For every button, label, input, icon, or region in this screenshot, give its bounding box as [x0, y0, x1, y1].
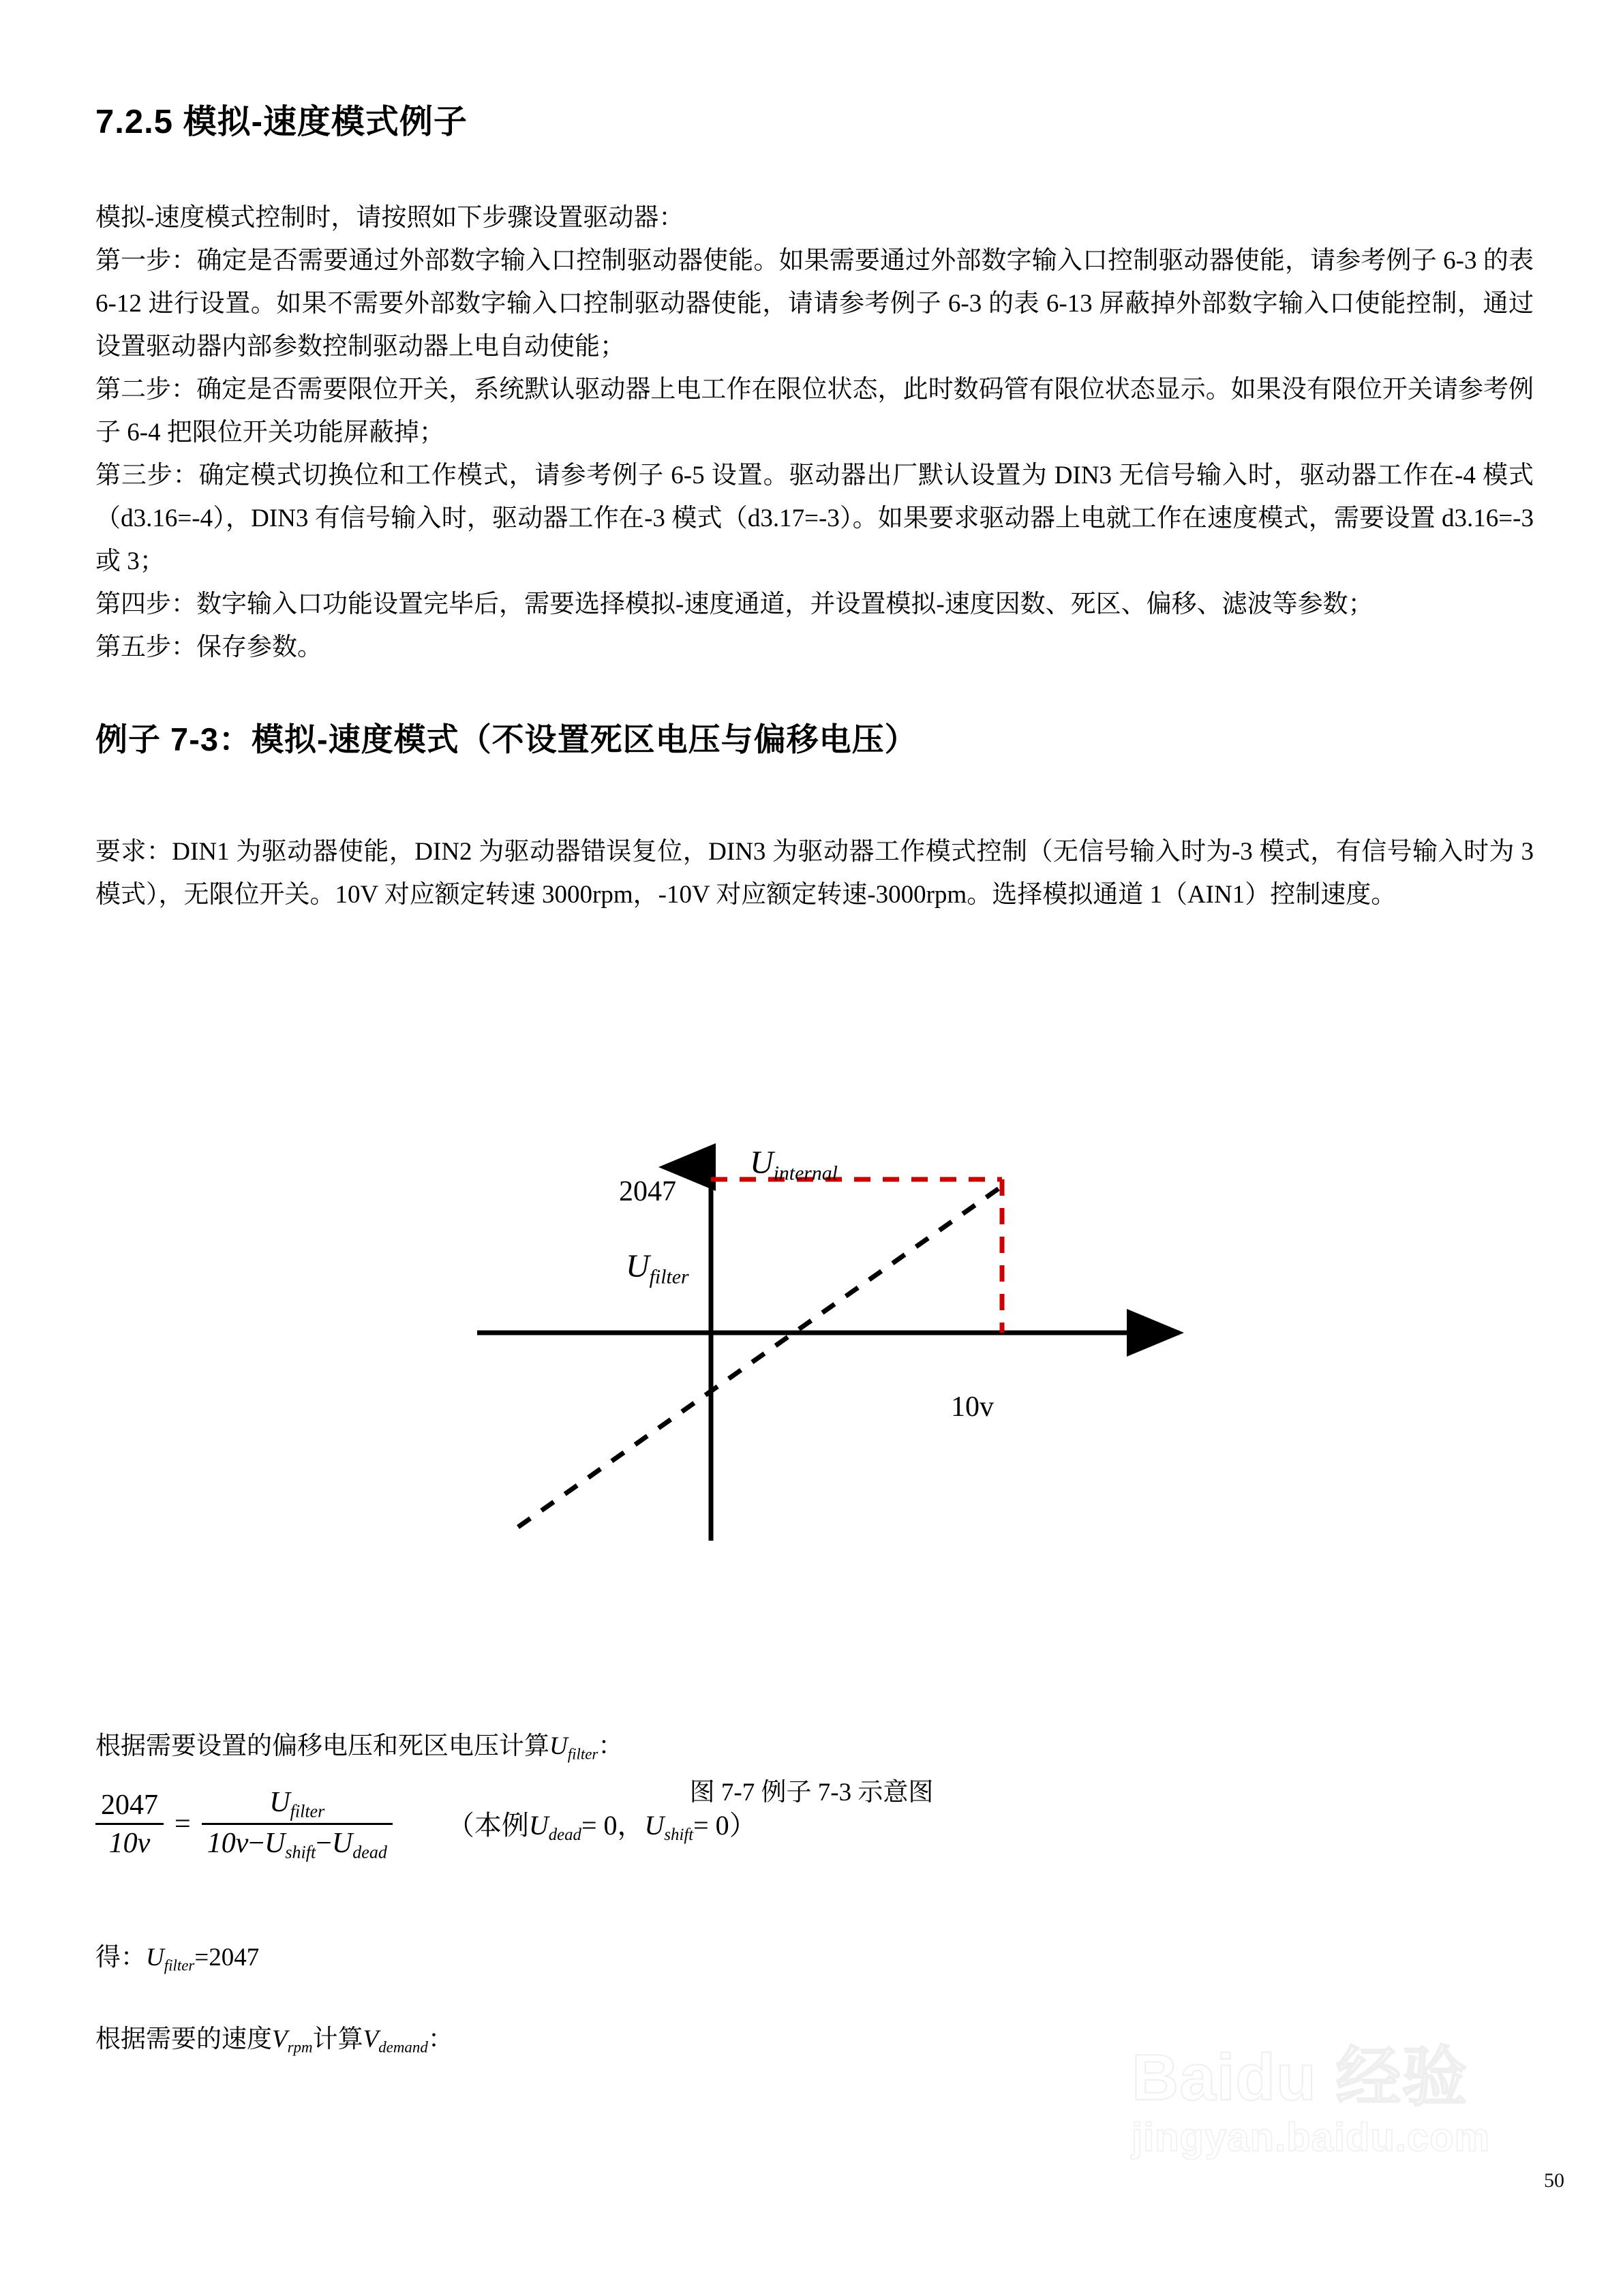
intro-paragraph: 模拟-速度模式控制时，请按照如下步骤设置驱动器：: [95, 204, 684, 232]
formula-rhs-den-var2-base: U: [331, 1828, 353, 1860]
u-filter-label-base: U: [626, 1248, 650, 1284]
formula-note-eq1: = 0: [581, 1810, 618, 1841]
example-heading: 例子 7-3：模拟-速度模式（不设置死区电压与偏移电压）: [95, 721, 917, 757]
formula-lhs-numerator: 2047: [95, 1789, 164, 1825]
formula-lhs-denominator: 10v: [108, 1828, 151, 1860]
calc-result-prefix: 得：: [95, 1944, 146, 1972]
formula-rhs-num-base: U: [269, 1787, 290, 1818]
formula-rhs-den-var1-sub: shift: [285, 1842, 316, 1862]
calc-result-var-base: U: [146, 1944, 164, 1972]
formula-rhs-fraction: [202, 1786, 393, 1863]
calc-next-mid: 计算: [312, 2025, 363, 2053]
formula-rhs-den-part1: 10v: [207, 1828, 249, 1860]
formula-rhs-num-sub: filter: [290, 1801, 325, 1822]
u-filter-label: [626, 1248, 689, 1289]
baidu-watermark: [1132, 2041, 1568, 2250]
formula-equation: [95, 1786, 757, 1863]
formula-note-comma: ，: [617, 1810, 645, 1841]
calc-next-var2-sub: demand: [378, 2038, 428, 2056]
formula-rhs-den-var2-sub: dead: [352, 1842, 387, 1862]
y-axis-label: [750, 1144, 838, 1185]
calc-lead-in-prefix: 根据需要设置的偏移电压和死区电压计算: [95, 1732, 549, 1760]
formula-rhs-den-minus2: −: [316, 1828, 332, 1860]
step-paragraph-5: 第五步：保存参数。: [95, 633, 322, 661]
page-number: 50: [1544, 2169, 1564, 2192]
formula-note: [447, 1804, 757, 1845]
calc-next-prefix: 根据需要的速度: [95, 2025, 272, 2053]
formula-note-open: （本例: [446, 1810, 529, 1841]
section-body: [95, 196, 1534, 669]
formula-note-var2-sub: shift: [664, 1826, 694, 1845]
calc-next-lead-in: [95, 2018, 453, 2056]
calc-next-var1-sub: rpm: [287, 2038, 313, 2056]
formula-block: [95, 1786, 757, 1863]
calc-next-var1-base: V: [272, 2025, 288, 2053]
formula-rhs-denominator: [202, 1825, 393, 1862]
series-transfer-line: [518, 1186, 1002, 1527]
requirement-paragraph: 要求：DIN1 为驱动器使能，DIN2 为驱动器错误复位，DIN3 为驱动器工作模式控制（无信号输入时为-3 模式，有信号输入时为 3 模式），无限位开关。10V 对应额定转速 3000rpm，-10V 对应额定转速-3000rpm。选择模拟通道 1（AIN1）控制速度。: [95, 838, 1534, 909]
formula-note-eq2: = 0: [693, 1810, 729, 1841]
watermark-url: jingyan.baidu.com: [1132, 2115, 1491, 2160]
step-paragraph-3: 第三步：确定模式切换位和工作模式，请参考例子 6-5 设置。驱动器出厂默认设置为 DIN3 无信号输入时，驱动器工作在-4 模式（d3.16=-4），DIN3 有信号输入时，驱动器工作在-3 模式（d3.17=-3）。如果要求驱动器上电就工作在速度模式，需要设置 d3.16=-3 或 3；: [95, 462, 1534, 575]
formula-rhs-numerator: [202, 1786, 393, 1825]
formula-lhs-fraction: [95, 1789, 164, 1860]
formula-note-var2-base: U: [644, 1810, 665, 1841]
formula-note-var1-sub: dead: [548, 1826, 581, 1845]
chart-svg: [0, 975, 1623, 1697]
step-paragraph-1: 第一步：确定是否需要通过外部数字输入口控制驱动器使能。如果需要通过外部数字输入口控制驱动器使能，请参考例子 6-3 的表 6-12 进行设置。如果不需要外部数字输入口控制驱动器使能，请请参考例子 6-3 的表 6-13 屏蔽掉外部数字输入口使能控制，通过设置驱动器内部参数控制驱动器上电自动使能；: [95, 247, 1534, 361]
calc-next-var2-base: V: [363, 2025, 379, 2053]
y-axis-label-sub: internal: [773, 1162, 838, 1185]
calc-next-suffix: ：: [427, 2025, 453, 2053]
calc-lead-in-var-sub: filter: [567, 1745, 598, 1763]
formula-equals-sign: =: [175, 1809, 191, 1841]
step-paragraph-2: 第二步：确定是否需要限位开关，系统默认驱动器上电工作在限位状态，此时数码管有限位状态显示。如果没有限位开关请参考例子 6-4 把限位开关功能屏蔽掉；: [95, 376, 1534, 447]
calc-lead-in: [95, 1725, 623, 1763]
u-filter-label-sub: filter: [649, 1265, 689, 1288]
calc-result: [95, 1936, 259, 1974]
watermark-brand: Baidu 经验: [1132, 2041, 1468, 2114]
calc-result-value: =2047: [194, 1944, 260, 1972]
calc-lead-in-suffix: ：: [598, 1732, 624, 1760]
example-requirement-block: [95, 830, 1534, 916]
x-tick-label-10v: 10v: [951, 1391, 994, 1423]
calc-lead-in-var-base: U: [549, 1732, 568, 1760]
y-tick-label-2047: 2047: [619, 1176, 676, 1207]
section-heading: 7.2.5 模拟-速度模式例子: [95, 104, 468, 140]
formula-note-close: ）: [729, 1810, 757, 1841]
step-paragraph-4: 第四步：数字输入口功能设置完毕后，需要选择模拟-速度通道，并设置模拟-速度因数、死区、偏移、滤波等参数；: [95, 590, 1374, 618]
y-axis-label-base: U: [750, 1145, 774, 1181]
figure-caption: 图 7-7 例子 7-3 示意图: [689, 1779, 934, 1807]
calc-result-var-sub: filter: [164, 1957, 195, 1974]
formula-rhs-den-var1-base: U: [264, 1828, 286, 1860]
formula-note-var1-base: U: [528, 1810, 549, 1841]
formula-rhs-den-minus1: −: [248, 1828, 265, 1860]
